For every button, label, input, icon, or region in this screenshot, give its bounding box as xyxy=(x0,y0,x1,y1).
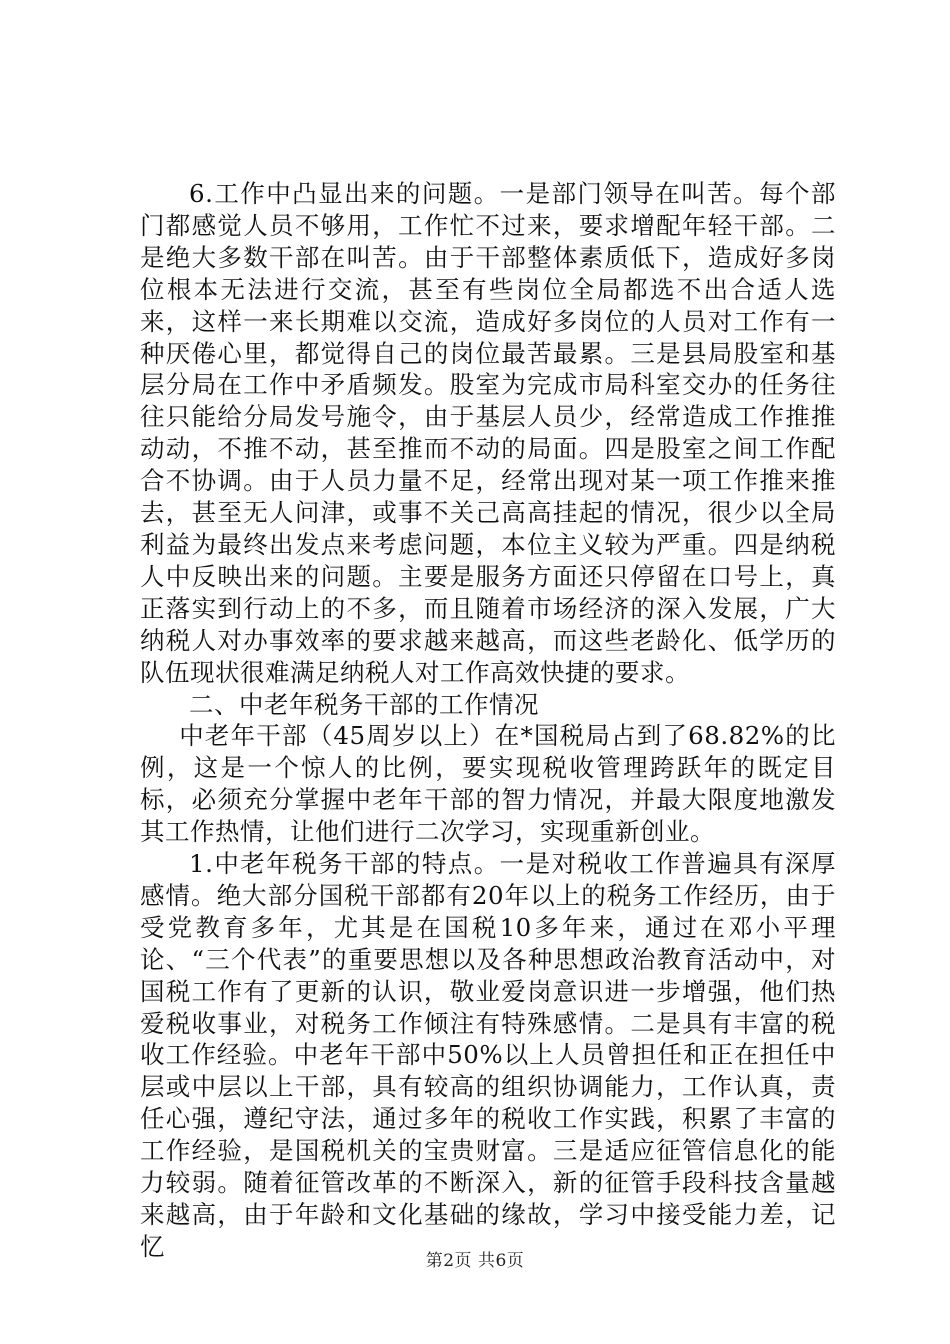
paragraph-older-cadres-ratio: 中老年干部（45周岁以上）在*国税局占到了68.82%的比例，这是一个惊人的比例，要实现税收管理跨跃年的既定目标，必须充分掌握中老年干部的智力情况，并最大限度地激发其工作热情，让他们进行二次学习，实现重新创业。 xyxy=(140,721,836,847)
section-heading: 二、中老年税务干部的工作情况 xyxy=(189,689,539,719)
paragraph-work-problems: 6.工作中凸显出来的问题。一是部门领导在叫苦。每个部门都感觉人员不够用，工作忙不过来，要求增配年轻干部。二是绝大多数干部在叫苦。由于干部整体素质低下，造成好多岗位根本无法进行交流，甚至有些岗位全局都选不出合适人选来，这样一来长期难以交流，造成好多岗位的人员对工作有一种厌倦心里，都觉得自己的岗位最苦最累。三是县局股室和基层分局在工作中矛盾频发。股室为完成市局科室交办的任务往往只能给分局发号施令，由于基层人员少，经常造成工作推推动动，不推不动，甚至推而不动的局面。四是股室之间工作配合不协调。由于人员力量不足，经常出现对某一项工作推来推去，甚至无人问津，或事不关己高高挂起的情况，很少以全局利益为最终出发点来考虑问题，本位主义较为严重。四是纳税人中反映出来的问题。主要是服务方面还只停留在口号上，真正落实到行动上的不多，而且随着市场经济的深入发展，广大纳税人对办事效率的要求越来越高，而这些老龄化、低学历的队伍现状很难满足纳税人对工作高效快捷的要求。 xyxy=(140,179,836,687)
document-body xyxy=(140,178,836,1263)
page-footer: 第2页 共6页 xyxy=(425,1251,525,1271)
paragraph-older-cadres-traits: 1.中老年税务干部的特点。一是对税收工作普遍具有深厚感情。绝大部分国税干部都有20年以上的税务工作经历，由于受党教育多年，尤其是在国税10多年来，通过在邓小平理论、“三个代表”的重要思想以及各种思想政治教育活动中，对国税工作有了更新的认识，敬业爱岗意识进一步增强，他们热爱税收事业，对税务工作倾注有特殊感情。二是具有丰富的税收工作经验。中老年干部中50%以上人员曾担任和正在担任中层或中层以上干部，具有较高的组织协调能力，工作认真，责任心强，遵纪守法，通过多年的税收工作实践，积累了丰富的工作经验，是国税机关的宝贵财富。三是适应征管信息化的能力较弱。随着征管改革的不断深入，新的征管手段科技含量越来越高，由于年龄和文化基础的缘故，学习中接受能力差，记忆 xyxy=(140,849,836,1261)
